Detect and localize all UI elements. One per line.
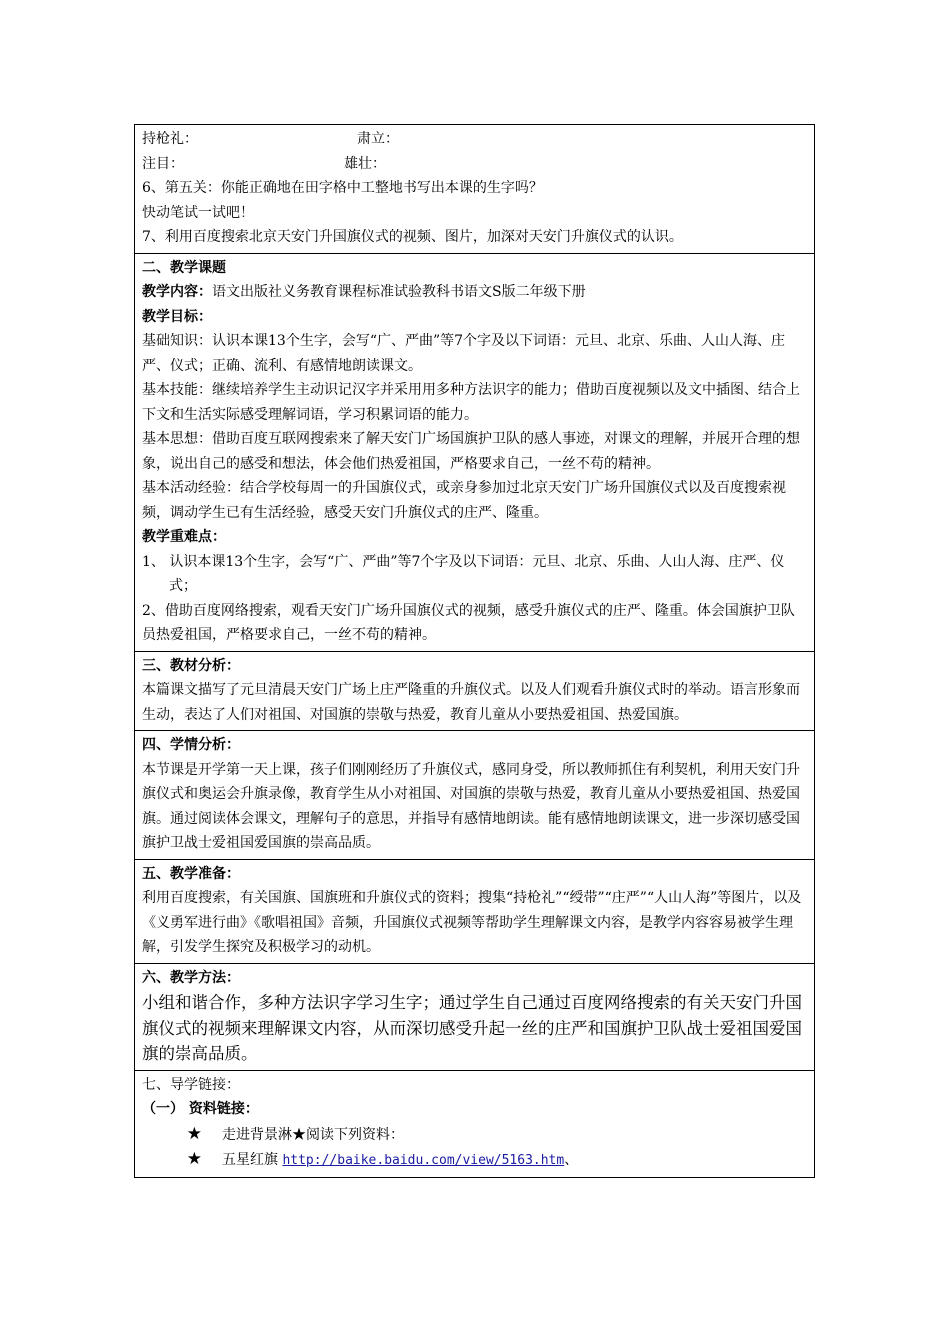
- resource-text: 走进背景淋★阅读下列资料：: [222, 1126, 404, 1143]
- section-text: 本节课是开学第一天上课，孩子们刚刚经历了升旗仪式，感同身受，所以教师抓住有利契机，利用天安门升旗仪式和奥运会升旗录像，教育学生从小对祖国、对国旗的崇敬与热爱，教育儿童从小要热爱祖国、热爱国旗。通过阅读体会课文，理解句子的意思，并指导有感情地朗读。能有感情地朗读课文，进一步深切感受国旗护卫战士爱祖国爱国旗的崇高品质。: [142, 761, 800, 851]
- vocab-line-1: [142, 127, 807, 152]
- row-material-analysis: [135, 651, 815, 731]
- baike-link[interactable]: http://baike.baidu.com/view/5163.htm: [282, 1153, 565, 1168]
- section-text: 本篇课文描写了元旦清晨天安门广场上庄严隆重的升旗仪式。以及人们观看升旗仪式时的举动。语言形象而生动，表达了人们对祖国、对国旗的崇敬与热爱，教育儿童从小要热爱祖国、热爱国旗。: [142, 682, 800, 723]
- section-heading: 七、导学链接：: [142, 1076, 240, 1093]
- row-vocabulary-tasks: [135, 125, 815, 254]
- vocab-term: 雄壮：: [344, 155, 386, 172]
- task-7: 7、利用百度搜索北京天安门升国旗仪式的视频、图片，加深对天安门升旗仪式的认识。: [142, 229, 683, 245]
- cell-teaching-preparation: [135, 859, 815, 963]
- resource-text: 五星红旗: [222, 1152, 283, 1168]
- resource-item: [142, 1122, 807, 1148]
- section-heading: 三、教材分析：: [142, 657, 240, 674]
- teaching-goals-label: 教学目标：: [142, 308, 212, 325]
- key-point-1: 1、 认识本课13个生字，会写“广、严曲”等7个字及以下词语：元旦、北京、乐曲、人山人海、庄严、仪式；: [142, 553, 785, 594]
- section-heading: 二、教学课题: [142, 259, 226, 276]
- cell-lesson-topic: [135, 253, 815, 651]
- section-text: 利用百度搜索，有关国旗、国旗班和升旗仪式的资料；搜集“持枪礼”“绶带”“庄严”“人山人海”等图片，以及《义勇军进行曲》《歌唱祖国》音频，升国旗仪式视频等帮助学生理解课文内容，是教学内容容易被学生理解，引发学生探究及积极学习的动机。: [142, 890, 802, 955]
- lesson-plan-table: [134, 124, 815, 1178]
- teaching-content-text: 语文出版社义务教育课程标准试验教科书语文S版二年级下册: [212, 284, 586, 300]
- star-icon: ★: [186, 1123, 202, 1144]
- teaching-content: [142, 280, 807, 305]
- resource-tail: 、: [564, 1152, 579, 1168]
- cell-teaching-method: [135, 963, 815, 1070]
- document-page: [134, 124, 815, 1178]
- goal-skill: 基本技能：继续培养学生主动识记汉字并采用用多种方法识字的能力；借助百度视频以及文中插图、结合上下文和生活实际感受理解词语，学习积累词语的能力。: [142, 382, 800, 423]
- vocab-term: 注目：: [142, 155, 184, 172]
- vocab-term: 肃立：: [357, 131, 399, 147]
- key-points-label: 教学重难点：: [142, 529, 226, 545]
- cell-study-links: [135, 1070, 815, 1177]
- goal-knowledge: 基础知识：认识本课13个生字，会写“广、严曲”等7个字及以下词语：元旦、北京、乐曲、人山人海、庄严、仪式；正确、流利、有感情地朗读课文。: [142, 333, 786, 374]
- key-point-2: 2、借助百度网络搜索，观看天安门广场升国旗仪式的视频，感受升旗仪式的庄严、隆重。体会国旗护卫队员热爱祖国，严格要求自己，一丝不苟的精神。: [142, 602, 795, 643]
- task-6-line-2: 快动笔试一试吧！: [142, 204, 254, 221]
- row-student-analysis: [135, 731, 815, 860]
- vocab-term: 持枪礼：: [142, 131, 198, 147]
- star-icon: ★: [186, 1149, 202, 1169]
- section-heading: 五、教学准备：: [142, 865, 240, 882]
- row-lesson-topic: [135, 253, 815, 651]
- cell-vocabulary-tasks: [135, 125, 815, 254]
- vocab-line-2: [142, 152, 807, 177]
- resource-item: [142, 1147, 807, 1174]
- section-heading: 六、教学方法：: [142, 969, 240, 986]
- goal-thought: 基本思想：借助百度互联网搜索来了解天安门广场国旗护卫队的感人事迹，对课文的理解，并展开合理的想象，说出自己的感受和想法，体会他们热爱祖国，严格要求自己，一丝不苟的精神。: [142, 431, 800, 472]
- section-text: 小组和谐合作，多种方法识字学习生字；通过学生自己通过百度网络搜索的有关天安门升国旗仪式的视频来理解课文内容，从而深切感受升起一丝的庄严和国旗护卫队战士爱祖国爱国旗的崇高品质。: [142, 993, 802, 1063]
- task-6-line-1: 6、第五关：你能正确地在田字格中工整地书写出本课的生字吗？: [142, 180, 543, 196]
- section-heading: 四、学情分析：: [142, 737, 240, 753]
- goal-activity: 基本活动经验：结合学校每周一的升国旗仪式，或亲身参加过北京天安门广场升国旗仪式以及百度搜索视频，调动学生已有生活经验，感受天安门升旗仪式的庄严、隆重。: [142, 480, 786, 521]
- sub-heading: （一） 资料链接：: [142, 1101, 259, 1117]
- teaching-content-label: 教学内容：: [142, 284, 212, 300]
- row-study-links: [135, 1070, 815, 1177]
- row-teaching-preparation: [135, 859, 815, 963]
- cell-material-analysis: [135, 651, 815, 731]
- cell-student-analysis: [135, 731, 815, 860]
- row-teaching-method: [135, 963, 815, 1070]
